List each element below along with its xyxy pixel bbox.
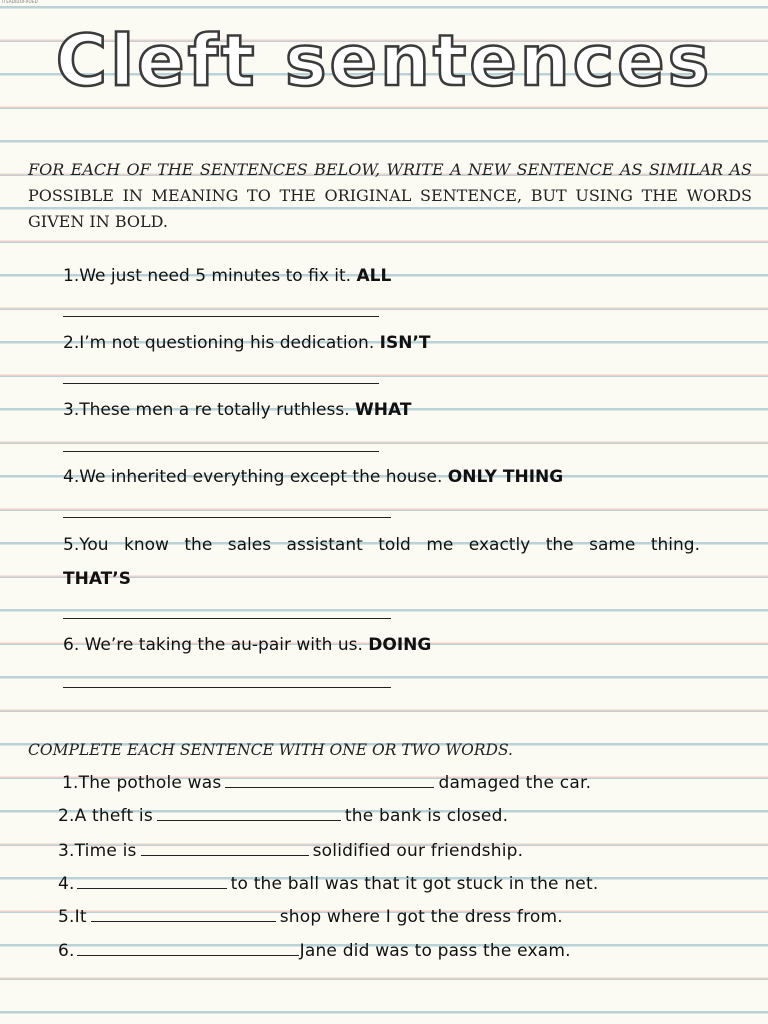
blank-field[interactable] — [77, 941, 299, 956]
answer-line-3[interactable] — [63, 451, 379, 452]
blank-field[interactable] — [91, 907, 276, 922]
answer-line-5[interactable] — [63, 618, 391, 619]
instruction-italic: FOR EACH OF THE SENTENCES BELOW, WRITE A NEW SENTENCE AS SIMILAR AS — [28, 160, 752, 179]
question-keyword: WHAT — [355, 400, 412, 420]
sentence-before: 6. — [58, 941, 75, 961]
sentence-5 — [58, 907, 698, 927]
sentence-before: 5.It — [58, 907, 87, 927]
sentence-after: damaged the car. — [438, 773, 592, 793]
page-title: Cleft sentences — [55, 20, 713, 102]
question-text: 6. We’re taking the au-pair with us. — [63, 635, 369, 655]
question-keyword: THAT’S — [63, 569, 131, 589]
question-3 — [63, 400, 703, 420]
section1-instructions — [28, 157, 752, 235]
sentence-after: the bank is closed. — [344, 806, 509, 826]
answer-line-4[interactable] — [63, 517, 391, 518]
section2-instructions: COMPLETE EACH SENTENCE WITH ONE OR TWO WORDS. — [28, 741, 513, 759]
question-text: 2.I’m not questioning his dedication. — [63, 333, 380, 353]
sentence-before: 3.Time is — [58, 841, 137, 861]
sentence-after: shop where I got the dress from. — [279, 907, 563, 927]
question-text: 4.We inherited everything except the house. — [63, 467, 448, 487]
question-keyword: DOING — [368, 635, 432, 655]
blank-field[interactable] — [157, 806, 341, 821]
sentence-after: solidified our friendship. — [312, 841, 524, 861]
sentence-2 — [58, 806, 698, 826]
instruction-rest: POSSIBLE IN MEANING TO THE ORIGINAL SENTENCE, BUT USING THE WORDS GIVEN IN BOLD. — [28, 186, 752, 231]
question-1 — [63, 266, 703, 286]
question-2 — [63, 333, 703, 353]
blank-field[interactable] — [225, 773, 434, 788]
sentence-4 — [58, 874, 698, 894]
sentence-3 — [58, 841, 698, 861]
answer-line-6[interactable] — [63, 687, 391, 688]
answer-line-2[interactable] — [63, 383, 379, 384]
question-6 — [63, 635, 703, 655]
sentence-1 — [62, 773, 702, 793]
question-text: 1.We just need 5 minutes to fix it. — [63, 266, 357, 286]
sentence-after: Jane did was to pass the exam. — [299, 941, 571, 961]
sentence-6 — [58, 941, 698, 961]
question-text: 3.These men a re totally ruthless. — [63, 400, 356, 420]
question-text: 5.You know the sales assistant told me exactly the same thing. — [63, 535, 700, 555]
blank-field[interactable] — [141, 841, 309, 856]
question-5-keyword-line — [63, 569, 703, 589]
sentence-after: to the ball was that it got stuck in the net. — [230, 874, 599, 894]
blank-field[interactable] — [77, 874, 227, 889]
sentence-before: 1.The pothole was — [62, 773, 222, 793]
question-keyword: ALL — [356, 266, 392, 286]
corner-mark: ITSADIDOFROED — [2, 0, 38, 4]
question-5 — [63, 535, 700, 555]
answer-line-1[interactable] — [63, 316, 379, 317]
sentence-before: 2.A theft is — [58, 806, 153, 826]
question-keyword: ONLY THING — [447, 467, 564, 487]
sentence-before: 4. — [58, 874, 75, 894]
question-4 — [63, 467, 703, 487]
question-keyword: ISN’T — [379, 333, 431, 353]
